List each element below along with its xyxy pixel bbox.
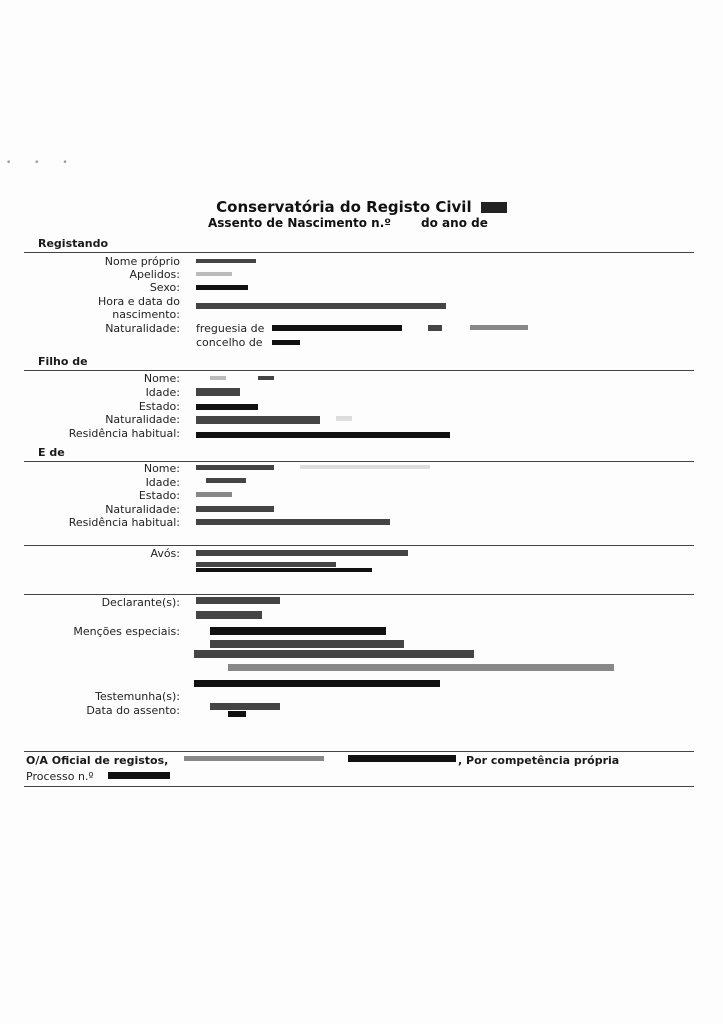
label-pai-naturalidade: Naturalidade: xyxy=(105,413,180,426)
label-oficial: O/A Oficial de registos, xyxy=(26,754,169,767)
label-hora-data-1: Hora e data do xyxy=(97,295,180,308)
redaction xyxy=(272,340,300,345)
redaction xyxy=(210,627,386,635)
redaction xyxy=(196,568,372,572)
redaction xyxy=(210,703,280,710)
redaction xyxy=(210,640,404,648)
subtitle-prefix: Assento de Nascimento n.º xyxy=(208,216,392,230)
redaction xyxy=(228,664,614,671)
label-hora-data-2: nascimento: xyxy=(112,308,180,321)
rule-avos xyxy=(24,545,694,546)
label-processo: Processo n.º xyxy=(26,770,94,783)
rule-declarantes xyxy=(24,594,694,595)
label-mae-idade: Idade: xyxy=(145,476,180,489)
redaction xyxy=(196,272,232,276)
redaction xyxy=(108,772,170,779)
label-mae-naturalidade: Naturalidade: xyxy=(105,503,180,516)
redaction xyxy=(470,325,528,330)
label-competencia: , Por competência própria xyxy=(458,754,620,767)
redaction xyxy=(196,432,450,438)
label-pai-estado: Estado: xyxy=(138,400,180,413)
redaction xyxy=(194,680,440,687)
document-subtitle xyxy=(208,216,488,230)
label-apelidos: Apelidos: xyxy=(129,268,180,281)
label-data-assento: Data do assento: xyxy=(86,704,180,717)
label-pai-nome: Nome: xyxy=(143,372,180,385)
label-declarantes: Declarante(s): xyxy=(101,596,180,609)
rule-registando xyxy=(24,252,694,253)
redacted-title-location xyxy=(481,202,507,213)
redaction xyxy=(196,404,258,410)
label-pai-residencia: Residência habitual: xyxy=(68,427,180,440)
redaction xyxy=(336,416,352,421)
redaction xyxy=(184,756,324,761)
redaction xyxy=(196,388,240,396)
redaction xyxy=(206,478,246,483)
redaction xyxy=(196,416,320,424)
label-testemunhas: Testemunha(s): xyxy=(95,690,180,703)
subtitle-suffix: do ano de xyxy=(421,216,488,230)
label-mae-estado: Estado: xyxy=(138,489,180,502)
text-freguesia: freguesia de xyxy=(196,322,265,335)
section-filho-de: Filho de xyxy=(38,355,88,368)
redaction xyxy=(348,755,456,762)
label-nome-proprio: Nome próprio xyxy=(104,255,180,268)
label-mae-residencia: Residência habitual: xyxy=(68,516,180,529)
redaction xyxy=(196,562,336,567)
redaction xyxy=(196,303,446,309)
redaction xyxy=(258,376,274,380)
redaction xyxy=(196,492,232,497)
rule-footer-bottom xyxy=(24,786,694,787)
scan-specks: • • • xyxy=(6,158,78,168)
redaction xyxy=(228,711,246,717)
redaction xyxy=(196,550,408,556)
redaction xyxy=(196,259,256,263)
title-text: Conservatória do Registo Civil xyxy=(216,198,472,216)
redaction xyxy=(196,465,274,470)
rule-footer-top xyxy=(24,751,694,752)
label-avos: Avós: xyxy=(150,547,180,560)
label-mae-nome: Nome: xyxy=(143,462,180,475)
redaction xyxy=(196,611,262,619)
redaction xyxy=(194,650,474,658)
redaction xyxy=(196,519,390,525)
text-concelho: concelho de xyxy=(196,336,263,349)
document-title xyxy=(0,198,723,216)
redaction xyxy=(428,325,442,331)
label-mencoes: Menções especiais: xyxy=(73,625,180,638)
redaction xyxy=(196,506,274,512)
rule-filho-de xyxy=(24,370,694,371)
label-pai-idade: Idade: xyxy=(145,386,180,399)
redaction xyxy=(300,465,430,469)
redaction xyxy=(196,285,248,290)
redaction xyxy=(196,597,280,604)
label-sexo: Sexo: xyxy=(149,281,180,294)
redaction xyxy=(272,325,402,331)
label-naturalidade: Naturalidade: xyxy=(105,322,180,335)
section-e-de: E de xyxy=(38,446,65,459)
redaction xyxy=(210,376,226,380)
section-registando: Registando xyxy=(38,237,109,250)
